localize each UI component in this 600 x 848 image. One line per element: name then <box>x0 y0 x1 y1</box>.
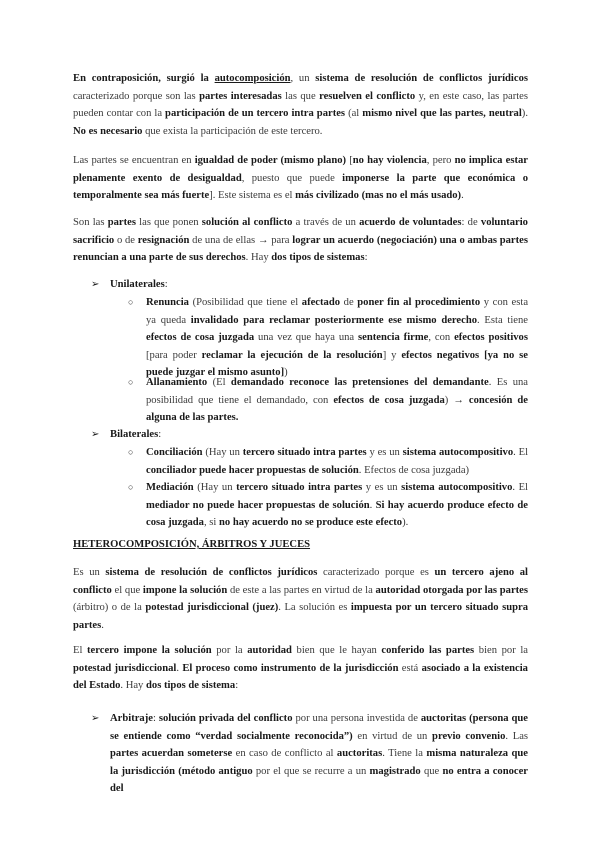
text-span: efectos positivos <box>454 332 528 344</box>
text-span: las que <box>281 90 320 102</box>
text-span: . Hay <box>245 252 272 264</box>
text-span: caracterizado porque es <box>317 567 435 578</box>
arrow-bullet-icon: ➢ <box>91 713 100 724</box>
text-span: El proceso como instrumento de la jurisdicción <box>182 662 399 674</box>
text-span: [ <box>346 155 353 166</box>
text-span: bien que le hayan <box>291 645 382 656</box>
text-span: dos tipos de sistemas <box>271 252 365 264</box>
text-span: sistema autocompositivo <box>401 482 513 493</box>
text-span: una vez que haya una <box>254 332 359 344</box>
text-span: . <box>461 190 464 202</box>
text-span: . Las <box>505 730 529 742</box>
text-span: conciliador puede hacer propuestas de solución <box>146 464 359 476</box>
text-span: invalidado para reclamar posteriormente ese mismo derecho <box>190 314 478 326</box>
text-span: imponerse la parte que económica o temporalmente sea más fuerte <box>73 172 528 202</box>
text-span: tercero impone la solución <box>87 645 212 656</box>
text-span: : <box>364 252 368 264</box>
text-span: sistema autocompositivo <box>402 447 514 458</box>
text-span: en caso de conflicto al <box>232 748 337 760</box>
text-span: potestad jurisdiccional (juez) <box>145 602 279 614</box>
text-span: participación de un tercero intra partes <box>165 108 346 120</box>
text-span: por el que se recurre a un <box>252 765 370 777</box>
text-span: , puesto que puede <box>241 172 343 184</box>
text-span: demandado reconoce las pretensiones del demandante <box>230 377 489 388</box>
list-item-unilaterales <box>91 276 528 294</box>
text-span: partes interesadas <box>199 90 282 102</box>
text-span: , pero <box>426 155 455 166</box>
list-item-allanamiento <box>128 374 528 427</box>
text-span: (Hay un <box>202 447 243 458</box>
text-span: . Esta tiene <box>477 314 528 326</box>
text-span: autoridad otorgada por las partes <box>375 584 529 596</box>
text-span: y, en este caso, las partes pueden contar con la <box>73 90 528 120</box>
text-span: : <box>235 680 239 692</box>
text-span: tercero situado intra partes <box>236 482 363 493</box>
text-span: efectos de cosa juzgada <box>333 394 445 406</box>
text-span: ] y <box>382 349 402 361</box>
list-heading-unilaterales: Unilaterales <box>110 279 165 290</box>
text-span: No es necesario <box>73 125 143 137</box>
list-item-conciliacion <box>128 444 528 479</box>
text-span: conferido las partes <box>381 645 475 656</box>
list-item-arbitraje <box>91 710 528 798</box>
text-span: reclamar la ejecución de la resolución <box>201 349 383 361</box>
text-span: lograr un acuerdo (negociación) una o ambas partes renuncian a una parte de sus derechos <box>73 234 528 264</box>
text-span: . El <box>512 482 528 493</box>
text-span: ) <box>284 367 288 379</box>
text-span: poner fin al procedimiento <box>357 297 481 308</box>
text-span: no entra a conocer del <box>110 765 529 795</box>
text-span: solución privada del conflicto <box>158 713 293 724</box>
text-span: . <box>176 662 183 674</box>
paragraph-tercero-impone <box>73 642 528 695</box>
text-span: ]. Este sistema es el <box>209 190 296 202</box>
text-span: ). <box>521 108 528 120</box>
text-span: . Efectos de cosa juzgada) <box>358 464 470 476</box>
text-span: está <box>398 662 422 674</box>
text-span: por la <box>211 645 248 656</box>
text-span: , un <box>290 73 316 84</box>
text-span: El <box>73 645 88 656</box>
text-span: y es un <box>366 447 403 458</box>
arrow-bullet-icon: ➢ <box>91 279 100 290</box>
text-span: (Posibilidad que tiene el <box>188 297 302 308</box>
text-span: que <box>420 765 443 777</box>
term-mediacion: Mediación <box>146 482 194 493</box>
text-span: que exista la participación de este tercero. <box>142 125 323 137</box>
text-span: sistema de resolución de conflictos jurídicos <box>315 73 528 84</box>
circle-bullet-icon: ○ <box>128 447 134 457</box>
list-item-bilaterales <box>91 426 528 444</box>
text-span: Es un <box>73 567 106 578</box>
list-heading-bilaterales: Bilaterales <box>110 429 159 440</box>
term-autocomposicion: autocomposición <box>214 73 291 84</box>
text-span: : <box>152 713 159 724</box>
text-span: o de <box>114 234 138 246</box>
text-span: de <box>340 297 358 308</box>
text-span: previo convenio <box>432 730 506 742</box>
circle-bullet-icon: ○ <box>128 482 134 492</box>
text-span: el que <box>111 584 143 596</box>
text-span: de este a las partes en virtud de la <box>227 584 376 596</box>
text-span: mediador no puede hacer propuestas de solución <box>146 499 370 511</box>
text-span: a través de un <box>292 217 360 228</box>
text-span: sentencia firme <box>358 332 429 344</box>
text-span: . Tiene la <box>382 748 427 760</box>
text-span: (El <box>207 377 231 388</box>
text-span: y es un <box>362 482 402 493</box>
text-span: : <box>164 279 168 290</box>
text-span: Son las <box>73 217 108 228</box>
term-arbitraje: Arbitraje <box>110 713 153 724</box>
text-span: más civilizado (mas no el más usado) <box>295 190 462 202</box>
text-span: . <box>101 619 104 631</box>
text-span: misma naturaleza que la jurisdicción (método antiguo <box>110 748 528 777</box>
paragraph-autocomposicion-intro <box>73 70 528 140</box>
text-span: . Es una posibilidad que tiene el demandado, con <box>146 377 528 406</box>
text-span: (árbitro) o de la <box>73 602 146 614</box>
text-span: en virtud de un <box>352 730 433 742</box>
text-span: impuesta por un tercero situado supra partes <box>73 602 528 631</box>
text-span: no hay violencia <box>352 155 427 166</box>
text-span: y con esta ya queda <box>146 297 529 326</box>
text-span: concesión de alguna de las partes. <box>146 394 529 424</box>
term-renuncia: Renuncia <box>146 297 189 308</box>
text-span: tercero situado intra partes <box>242 447 367 458</box>
text-span: Si hay acuerdo produce efecto de cosa juzgada <box>146 499 529 529</box>
text-span: autoridad <box>247 645 292 656</box>
text-span: un tercero ajeno al conflicto <box>73 567 528 596</box>
text-span: . La solución es <box>278 602 351 614</box>
section-heading: HETEROCOMPOSICIÓN, ÁRBITROS Y JUECES <box>73 539 311 550</box>
text-span: efectos negativos [ya no se puede juzgar el mismo asunto] <box>146 349 528 379</box>
circle-bullet-icon: ○ <box>128 297 134 307</box>
text-span: caracterizado porque son las <box>73 90 200 102</box>
text-span: (al <box>345 108 363 120</box>
term-conciliacion: Conciliación <box>146 447 203 458</box>
circle-bullet-icon: ○ <box>128 377 134 387</box>
text-span: afectado <box>301 297 341 308</box>
paragraph-heterocomposicion <box>73 564 528 634</box>
text-span: impone la solución <box>142 584 228 596</box>
text-span: resuelven el conflicto <box>319 90 416 102</box>
text-span: [para poder <box>146 349 202 361</box>
text-span: acuerdo de voluntades <box>359 217 462 228</box>
text-span: , si <box>203 517 219 529</box>
list-item-mediacion <box>128 479 528 532</box>
text-span: ) → <box>444 394 469 406</box>
text-span: solución al conflicto <box>201 217 293 228</box>
text-span: no implica estar plenamente exento de desigualdad <box>73 155 528 184</box>
text-span: las que ponen <box>135 217 202 228</box>
text-span: auctoritas <box>336 748 383 760</box>
text-span: : de <box>461 217 481 228</box>
text-span: En contraposición, surgió la <box>73 73 215 84</box>
text-span: mismo nivel que las partes, neutral <box>362 108 522 120</box>
text-span: dos tipos de sistema <box>146 680 236 692</box>
text-span: partes acuerdan someterse <box>110 748 233 760</box>
text-span: asociado a la existencia del Estado <box>73 662 528 692</box>
text-span: partes <box>107 217 136 228</box>
list-item-renuncia <box>128 294 528 382</box>
text-span: . El <box>513 447 529 458</box>
text-span: de una de ellas → para <box>189 234 293 246</box>
text-span: efectos de cosa juzgada <box>146 332 255 344</box>
text-span: no hay acuerdo no se produce este efecto <box>219 517 403 529</box>
text-span: magistrado <box>369 765 421 777</box>
text-span: sistema de resolución de conflictos jurídicos <box>105 567 318 578</box>
text-span: (Hay un <box>193 482 237 493</box>
text-span: potestad jurisdiccional <box>73 662 177 674</box>
text-span: igualdad de poder (mismo plano) <box>194 155 347 166</box>
paragraph-igualdad-de-poder <box>73 152 528 205</box>
text-span: . Hay <box>120 680 146 692</box>
arrow-bullet-icon: ➢ <box>91 429 100 440</box>
text-span: auctoritas (persona que se entiende como “verdad socialmente reconocida”) <box>110 713 528 742</box>
text-span: : <box>158 429 162 440</box>
text-span: voluntario sacrificio <box>73 217 528 246</box>
text-span: por una persona investida de <box>292 713 421 724</box>
paragraph-tipos-de-sistemas <box>73 214 528 267</box>
term-allanamiento: Allanamiento <box>146 377 208 388</box>
text-span: Las partes se encuentran en <box>73 155 195 166</box>
text-span: bien por la <box>474 645 528 656</box>
text-span: . <box>369 499 376 511</box>
text-span: ). <box>402 517 409 529</box>
text-span: resignación <box>137 234 190 246</box>
text-span: , con <box>428 332 455 344</box>
